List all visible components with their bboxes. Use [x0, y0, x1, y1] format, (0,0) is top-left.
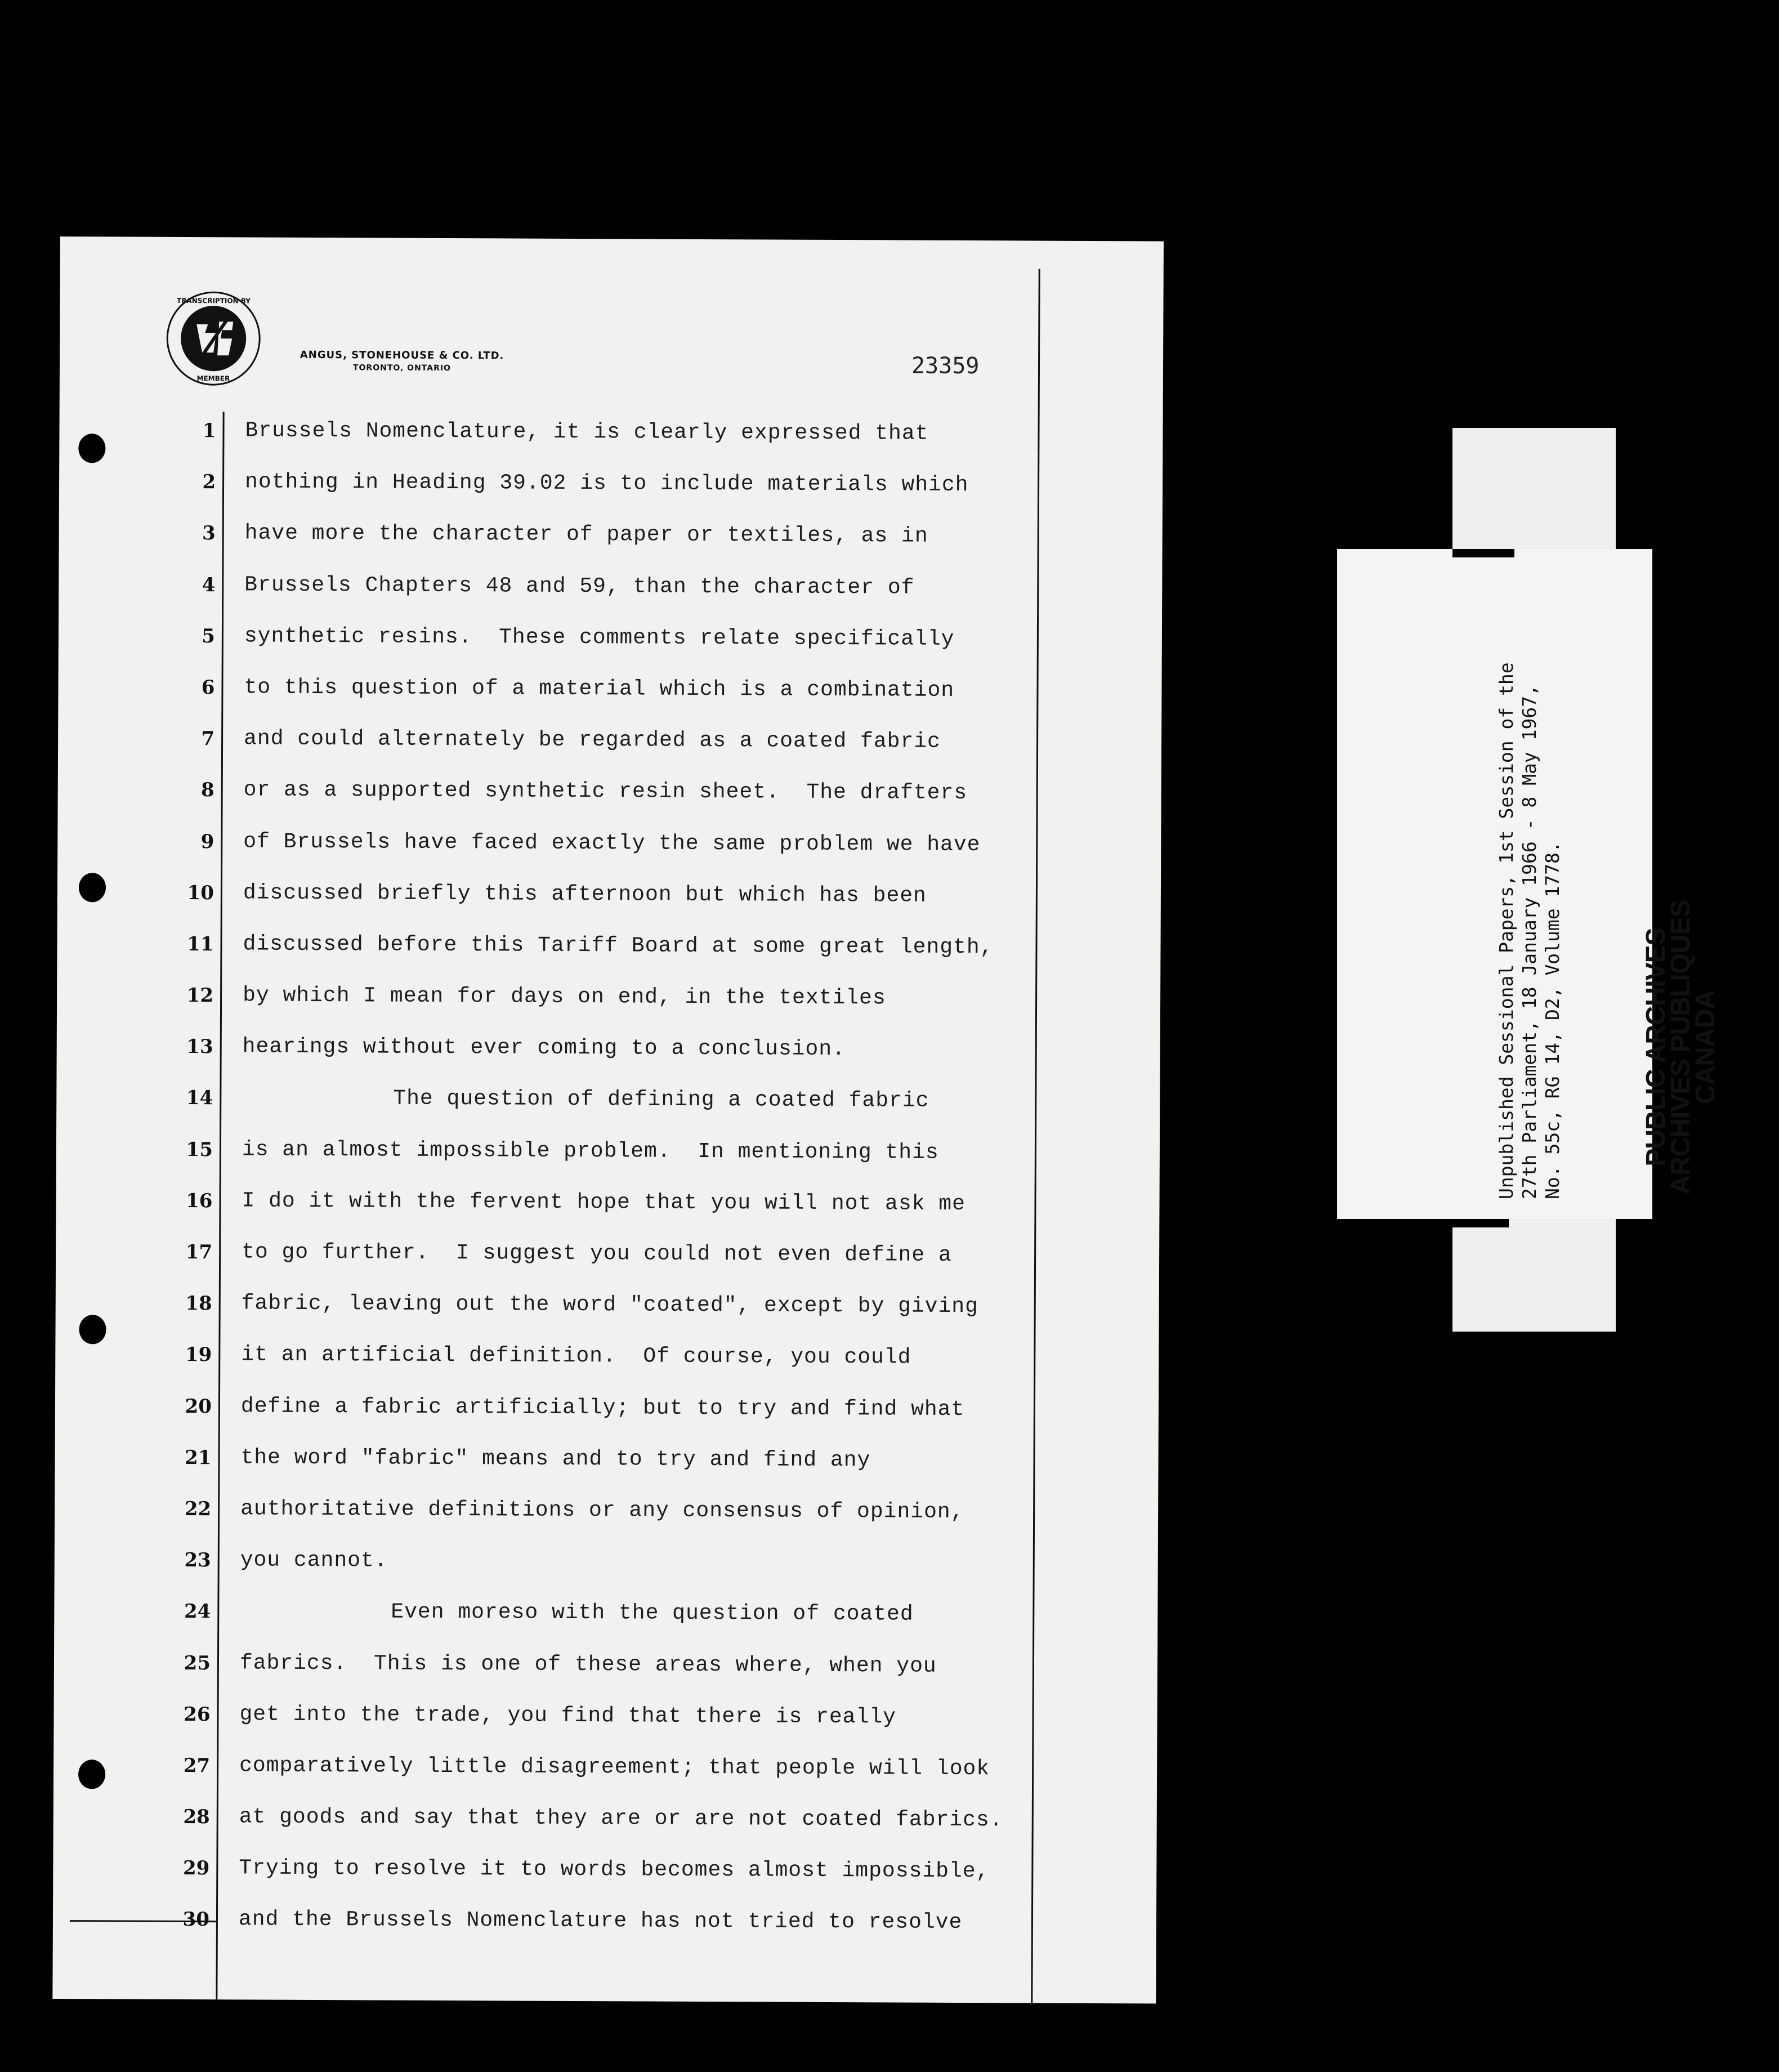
line-number: 13	[186, 1035, 213, 1059]
line-number: 4	[202, 573, 216, 596]
transcript-line	[56, 1078, 1160, 1135]
line-number: 27	[183, 1754, 211, 1778]
line-number: 12	[186, 984, 214, 1007]
transcript-line	[59, 513, 1162, 570]
line-number: 21	[185, 1446, 212, 1469]
transcript-line	[56, 1233, 1159, 1289]
line-text: nothing in Heading 39.02 is to include materials which	[245, 470, 969, 498]
transcript-line	[59, 565, 1162, 622]
firm-name: ANGUS, STONEHOUSE & CO. LTD.	[300, 349, 504, 362]
firm-letterhead	[289, 349, 515, 373]
transcript-page	[52, 236, 1164, 2004]
line-number: 17	[185, 1240, 213, 1264]
transcript-line	[55, 1284, 1159, 1340]
line-text: Trying to resolve it to words becomes almost impossible,	[239, 1856, 990, 1884]
transcript-line	[58, 719, 1161, 775]
line-text: hearings without ever coming to a conclusion.	[242, 1034, 846, 1062]
transcript-line	[53, 1746, 1157, 1802]
transcript-line	[57, 925, 1160, 981]
line-number: 15	[186, 1138, 213, 1161]
line-number: 22	[184, 1497, 212, 1521]
transcript-line	[59, 462, 1163, 519]
institution-line: ARCHIVES PUBLIQUES	[1666, 900, 1696, 1195]
line-text: to go further. I suggest you could not even define a	[242, 1240, 952, 1267]
transcript-line	[56, 1181, 1159, 1238]
svg-text:MEMBER: MEMBER	[196, 374, 230, 383]
line-number: 25	[184, 1651, 211, 1674]
transcript-line	[54, 1643, 1157, 1699]
line-number: 10	[187, 881, 214, 904]
transcript-line	[54, 1540, 1157, 1597]
line-number: 23	[184, 1549, 211, 1572]
line-number: 24	[184, 1600, 211, 1623]
line-text: at goods and say that they are or are not coated fabrics.	[239, 1805, 1003, 1833]
line-text: synthetic resins. These comments relate specifically	[244, 624, 955, 651]
svg-text:TRANSCRIPTION BY: TRANSCRIPTION BY	[176, 296, 251, 305]
line-number: 14	[186, 1087, 213, 1110]
transcript-line	[58, 668, 1161, 724]
line-number: 9	[200, 830, 214, 853]
transcript-line	[55, 1489, 1158, 1546]
transcript-line	[57, 976, 1160, 1032]
transcript-line	[55, 1438, 1158, 1494]
line-number: 7	[201, 727, 215, 751]
line-number: 18	[185, 1292, 212, 1315]
line-number: 20	[185, 1395, 212, 1418]
transcript-line	[54, 1592, 1157, 1648]
line-text: have more the character of paper or textiles, as in	[244, 521, 928, 549]
line-text: comparatively little disagreement; that people will look	[239, 1753, 990, 1781]
label-edge	[1452, 549, 1514, 557]
line-number: 29	[182, 1857, 210, 1880]
line-text: is an almost impossible problem. In mentioning this	[242, 1137, 939, 1165]
transcription-seal-logo	[166, 291, 262, 387]
transcript-line	[53, 1695, 1157, 1751]
line-text: fabric, leaving out the word "coated", except by giving	[241, 1291, 979, 1319]
transcript-line	[59, 411, 1163, 467]
line-number: 1	[202, 419, 216, 443]
line-text: Brussels Nomenclature, it is clearly expressed that	[245, 418, 929, 446]
transcript-line	[53, 1848, 1156, 1905]
line-number: 30	[182, 1908, 210, 1931]
transcript-line	[57, 873, 1161, 930]
archive-label-text	[1495, 569, 1720, 1222]
transcript-line	[59, 617, 1162, 673]
line-number: 8	[200, 779, 214, 802]
firm-city: TORONTO, ONTARIO	[352, 363, 452, 373]
citation-line: No. 55c, RG 14, D2, Volume 1778.	[1541, 841, 1563, 1199]
line-text: discussed briefly this afternoon but which has been	[243, 881, 927, 908]
line-text: get into the trade, you find that there is really	[239, 1702, 897, 1730]
line-text: The question of defining a coated fabric	[393, 1087, 929, 1114]
line-text: Brussels Chapters 48 and 59, than the character of	[244, 572, 915, 600]
transcript-line	[57, 770, 1161, 827]
line-text: the word "fabric" means and to try and find any	[240, 1445, 871, 1473]
line-text: or as a supported synthetic resin sheet. The drafters	[243, 778, 968, 806]
line-text: by which I mean for days on end, in the textiles	[243, 983, 886, 1011]
line-number: 26	[184, 1703, 211, 1726]
transcript-lines	[53, 411, 1163, 1956]
line-text: to this question of a material which is a combination	[244, 675, 955, 703]
citation-line: 27th Parliament, 18 January 1966 - 8 May 1967,	[1518, 685, 1540, 1199]
line-text: and could alternately be regarded as a coated fabric	[244, 726, 941, 754]
line-number: 28	[183, 1806, 210, 1829]
line-number: 6	[201, 676, 215, 699]
archive-citation	[1495, 569, 1564, 1199]
transcript-line	[57, 821, 1161, 878]
line-text: Even moreso with the question of coated	[391, 1600, 914, 1627]
transcript-line	[53, 1900, 1156, 1956]
line-text: and the Brussels Nomenclature has not tried to resolve	[238, 1907, 963, 1935]
line-number: 5	[202, 624, 215, 648]
citation-line: Unpublished Sessional Papers, 1st Session of the	[1495, 662, 1517, 1199]
transcript-line	[56, 1027, 1160, 1083]
page-number: 23359	[911, 352, 980, 379]
line-number: 2	[202, 471, 216, 494]
line-number: 3	[202, 522, 216, 545]
line-text: authoritative definitions or any consensus of opinion,	[240, 1497, 964, 1524]
line-number: 16	[186, 1189, 213, 1213]
line-text: you cannot.	[240, 1548, 388, 1573]
institution-line: PUBLIC ARCHIVES	[1641, 928, 1671, 1167]
line-number: 19	[185, 1343, 212, 1367]
line-text: of Brussels have faced exactly the same problem we have	[243, 829, 981, 857]
transcript-line	[55, 1387, 1159, 1443]
archives-stamp	[1641, 873, 1720, 1222]
line-text: I do it with the fervent hope that you will not ask me	[242, 1189, 966, 1216]
line-text: discussed before this Tariff Board at some great length,	[243, 932, 994, 960]
line-text: it an artificial definition. Of course, you could	[241, 1342, 911, 1370]
transcript-line	[55, 1335, 1159, 1391]
transcript-line	[53, 1797, 1157, 1854]
institution-line: CANADA	[1691, 990, 1720, 1104]
transcript-line	[56, 1130, 1160, 1186]
line-text: define a fabric artificially; but to try and find what	[240, 1394, 965, 1422]
line-number: 11	[187, 932, 214, 956]
line-text: fabrics. This is one of these areas where, when you	[239, 1650, 937, 1678]
